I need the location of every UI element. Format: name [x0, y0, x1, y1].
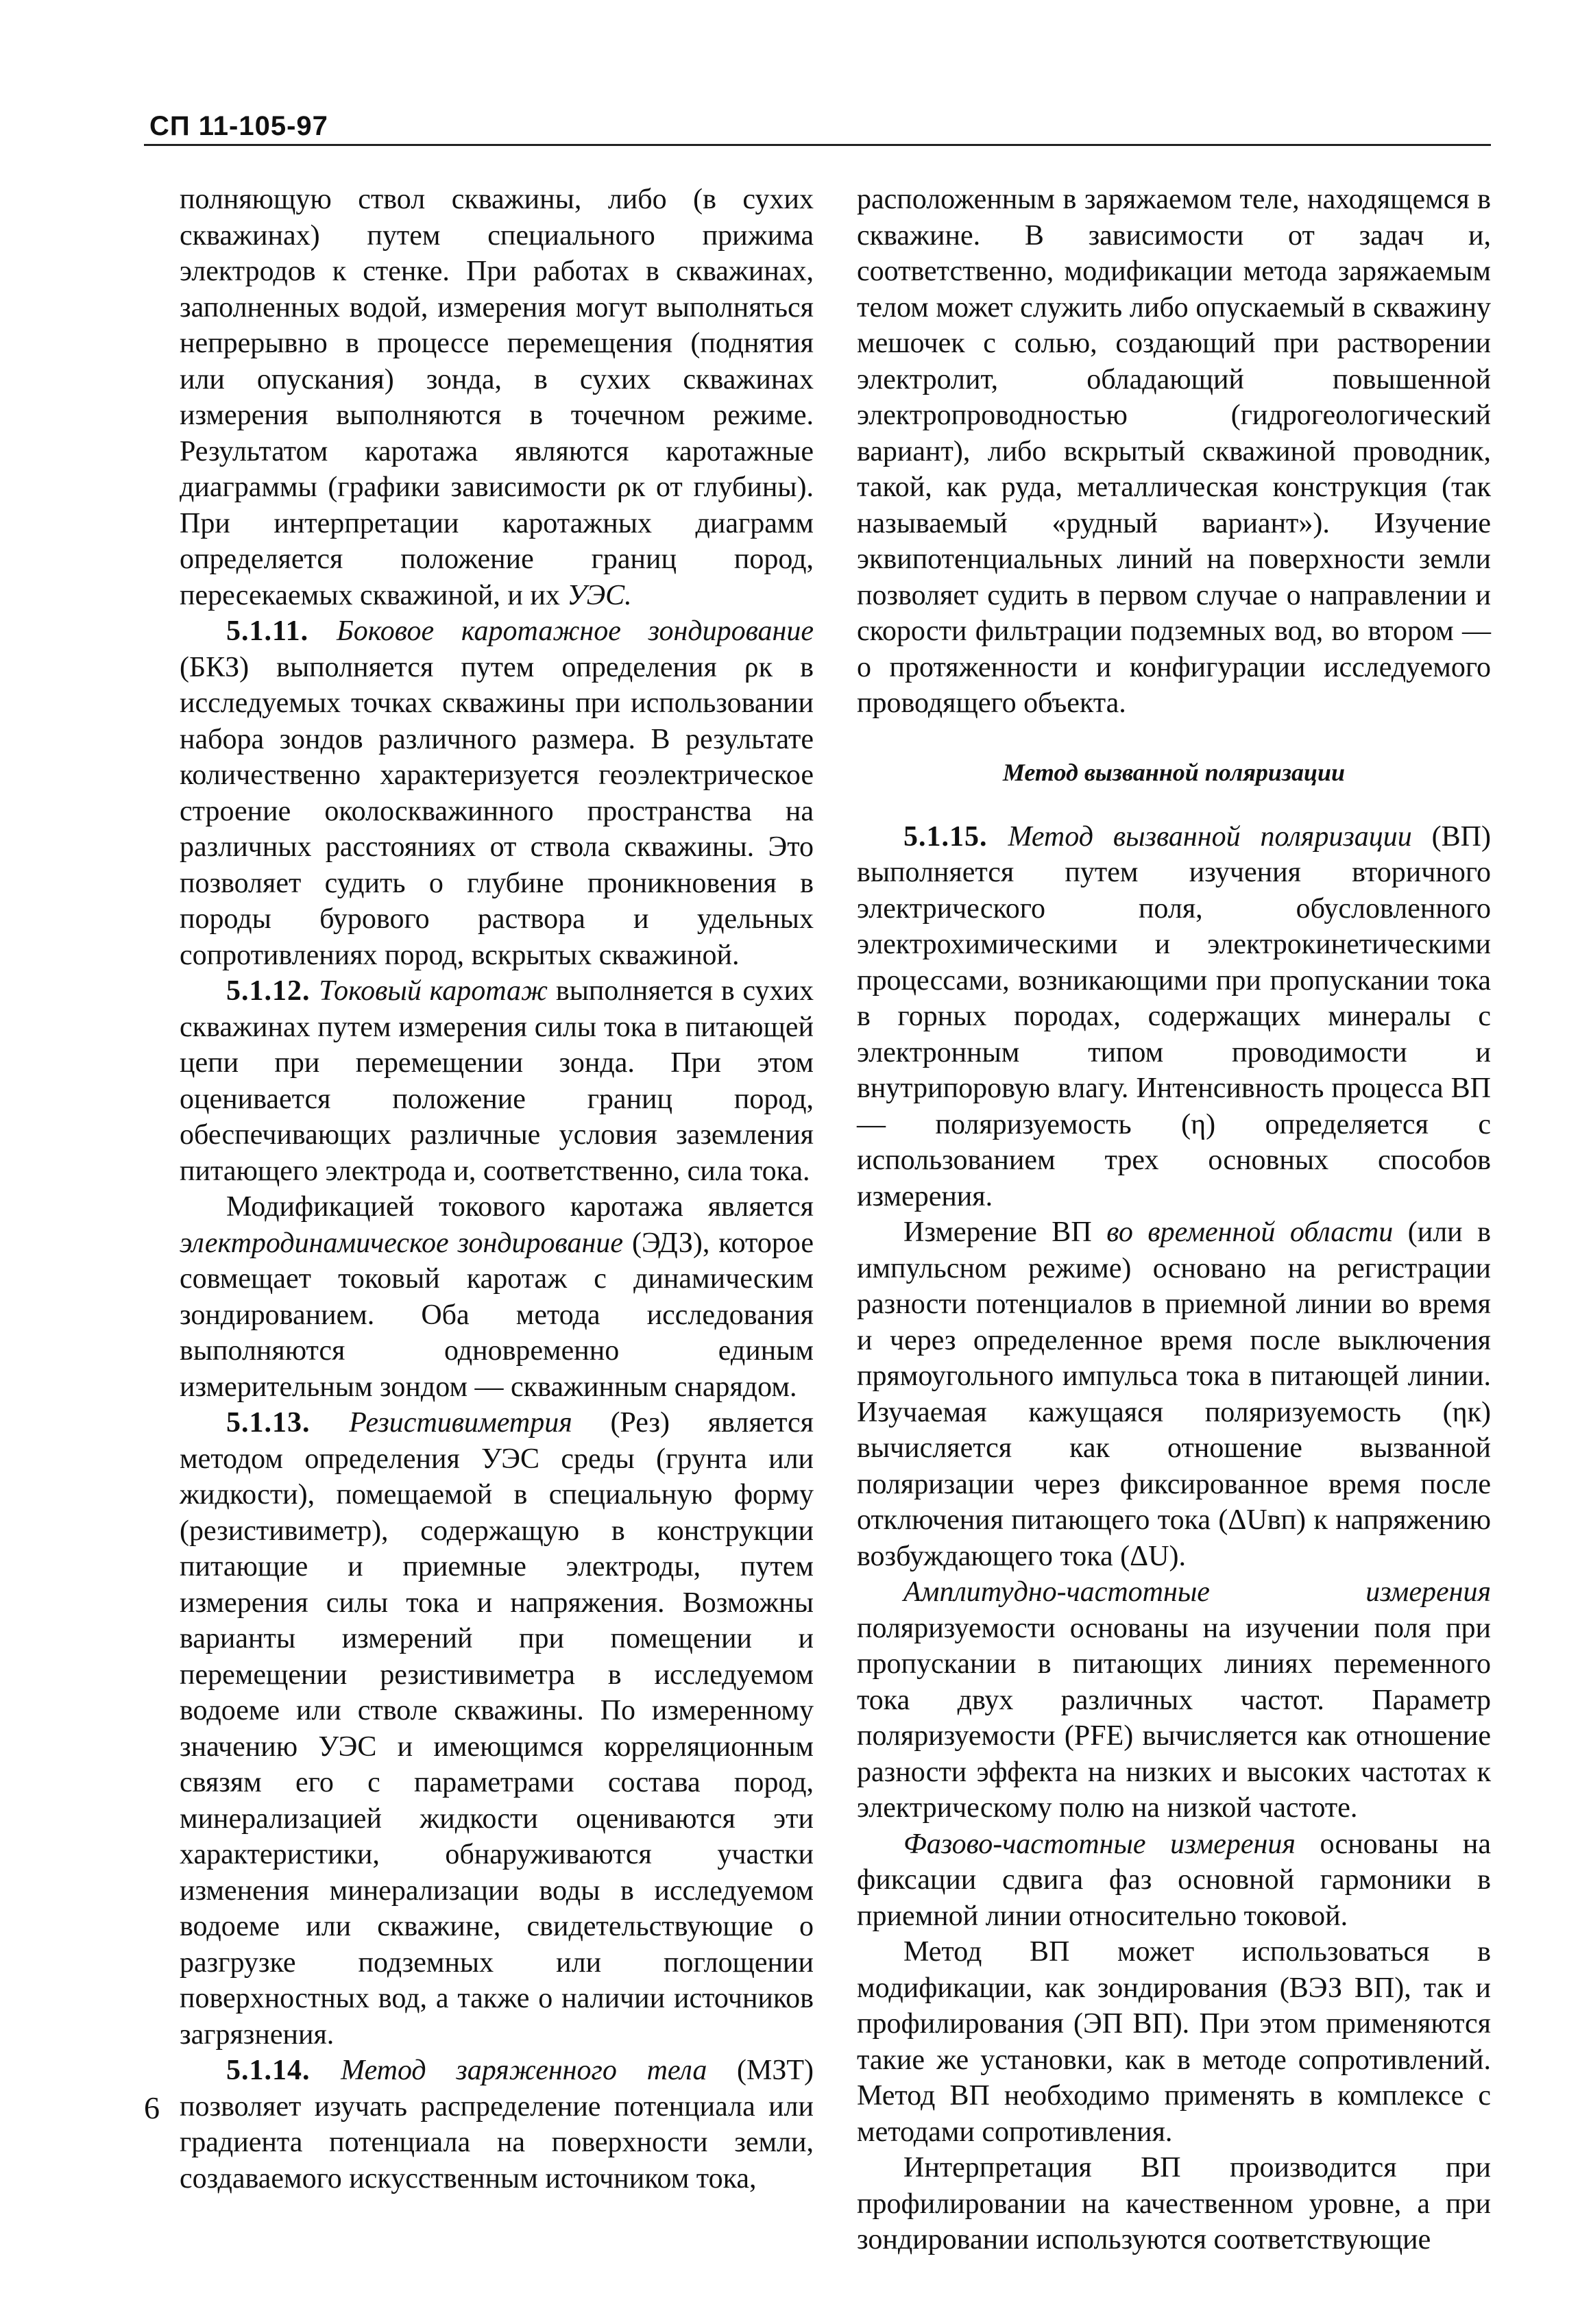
section-number: 5.1.11.: [226, 615, 337, 647]
page-header: [144, 110, 1491, 146]
right-column: [857, 182, 1491, 2258]
paragraph-vp-modification: Метод ВП может использоваться в модификации, как зондирования (ВЭЗ ВП), так и профилирования (ЭП ВП). При этом применяются такие же установки, как в методе сопротивлений. Метод ВП необходимо применять в комплексе с методами сопротивления.: [857, 1936, 1491, 2148]
section-title: Метод заряженного тела: [341, 2055, 707, 2086]
section-title: Резистивиметрия: [349, 1407, 572, 1439]
section-number: 5.1.15.: [903, 820, 1008, 853]
paragraph-continuation: полняющую ствол скважины, либо (в сухих скважинах) путем специального прижима электродов к стенке. При работах в скважинах, заполненных водой, измерения могут выполняться непрерывно в процессе перемещения (поднятия или опускания) зонда, в сухих скважинах измерения выполняются в точечном режиме. Результатом каротажа являются каротажные диаграммы (графики зависимости ρк от глубины). При интерпретации каротажных диаграмм определяется положение границ пород, пересекаемых скважиной, и их УЭС.: [180, 184, 814, 611]
section-5-1-13: 5.1.13. Резистивиметрия (Рез) является методом определения УЭС среды (грунта или жидкости), помещаемой в специальную форму (резистивиметр), содержащую в конструкции питающие и приемные электроды, путем измерения силы тока и напряжения. Возможны варианты измерений при помещении и перемещении резистивиметра в исследуемом водоеме или стволе скважины. По измеренному значению УЭС и имеющимся корреляционным связям его с параметрами состава пород, минерализацией жидкости оцениваются эти характеристики, обнаруживаются участки изменения минерализации воды в исследуемом водоеме или скважине, свидетельствующие о разгрузке подземных или поглощении поверхностных вод, а также о наличии источников загрязнения.: [180, 1407, 814, 2051]
section-5-1-11: 5.1.11. Боковое каротажное зондирование (БКЗ) выполняется путем определения ρк в исследуемых точках скважины при использовании набора зондов различного размера. В результате количественно характеризуется геоэлектрическое строение околоскважинного пространства на различных расстояниях от ствола скважины. Это позволяет судить о глубине проникновения в породы бурового раствора и удельных сопротивлениях пород, вскрытых скважиной.: [180, 615, 814, 971]
paragraph-interpretation: Интерпретация ВП производится при профилировании на качественном уровне, а при зондировании используются соответствующие: [857, 2152, 1491, 2255]
section-number: 5.1.14.: [226, 2055, 341, 2086]
paragraph-amplitude-frequency: Амплитудно-частотные измерения поляризуемости основаны на изучении поля при пропускании в питающих линиях переменного тока двух различных частот. Параметр поляризуемости (PFE) вычисляется как отношение разности эффекта на низких и высоких частотах к электрическому полю на низкой частоте.: [857, 1576, 1491, 1824]
section-title: Боковое каротажное зондирование: [336, 615, 814, 647]
page-number: 6: [144, 2090, 160, 2125]
section-5-1-12: 5.1.12. Токовый каротаж выполняется в сухих скважинах путем измерения силы тока в питающей цепи при перемещении зонда. При этом оценивается положение границ пород, обеспечивающих различные условия заземления питающего электрода и, соответственно, сила тока.: [180, 975, 814, 1187]
section-5-1-14: 5.1.14. Метод заряженного тела (МЗТ) позволяет изучать распределение потенциала или градиента потенциала на поверхности земли, создаваемого искусственным источником тока,: [180, 2055, 814, 2194]
section-heading: Метод вызванной поляризации: [1002, 758, 1346, 786]
section-5-1-15: 5.1.15. Метод вызванной поляризации (ВП) выполняется путем изучения вторичного электрического поля, обусловленного электрохимическими и электрокинетическими процессами, возникающими при пропускании тока в горных породах, содержащих минералы с электронным типом проводимости и внутрипоровую влагу. Интенсивность процесса ВП — поляризуемость (η) определяется с использованием трех основных способов измерения.: [857, 820, 1491, 1212]
paragraph-time-domain: Измерение ВП во временной области (или в импульсном режиме) основано на регистрации разности потенциалов в приемной линии во время и через определенное время после выключения прямоугольного импульса тока в питающей линии. Изучаемая кажущаяся поляризуемость (ηк) вычисляется как отношение вызванной поляризации через фиксированное время после отключения питающего тока (ΔUвп) к напряжению возбуждающего тока (ΔU).: [857, 1216, 1491, 1572]
paragraph-phase-frequency: Фазово-частотные измерения основаны на фиксации сдвига фаз основной гармоники в приемной линии относительно токовой.: [857, 1828, 1491, 1932]
paragraph-modification: Модификацией токового каротажа является электродинамическое зондирование (ЭДЗ), которое совмещает токовый каротаж с динамическим зондированием. Оба метода исследования выполняются одновременно единым измерительным зондом — скважинным снарядом.: [180, 1191, 814, 1403]
left-column: [180, 182, 814, 2197]
document-code: СП 11-105-97: [149, 111, 328, 141]
paragraph-continuation: расположенным в заряжаемом теле, находящемся в скважине. В зависимости от задач и, соответственно, модификации метода заряжаемым телом может служить либо опускаемый в скважину мешочек с солью, создающий при растворении электролит, обладающий повышенной электропроводностью (гидрогеологический вариант), либо вскрытый скважиной проводник, такой, как руда, металлическая конструкция (так называемый «рудный вариант»). Изучение эквипотенциальных линий на поверхности земли позволяет судить в первом случае о направлении и скорости фильтрации подземных вод, во втором — о протяженности и конфигурации исследуемого проводящего объекта.: [857, 184, 1491, 719]
section-title: Метод вызванной поляризации: [1008, 820, 1412, 853]
section-number: 5.1.13.: [226, 1407, 350, 1439]
section-title: Токовый каротаж: [319, 975, 548, 1007]
section-number: 5.1.12.: [226, 975, 319, 1007]
